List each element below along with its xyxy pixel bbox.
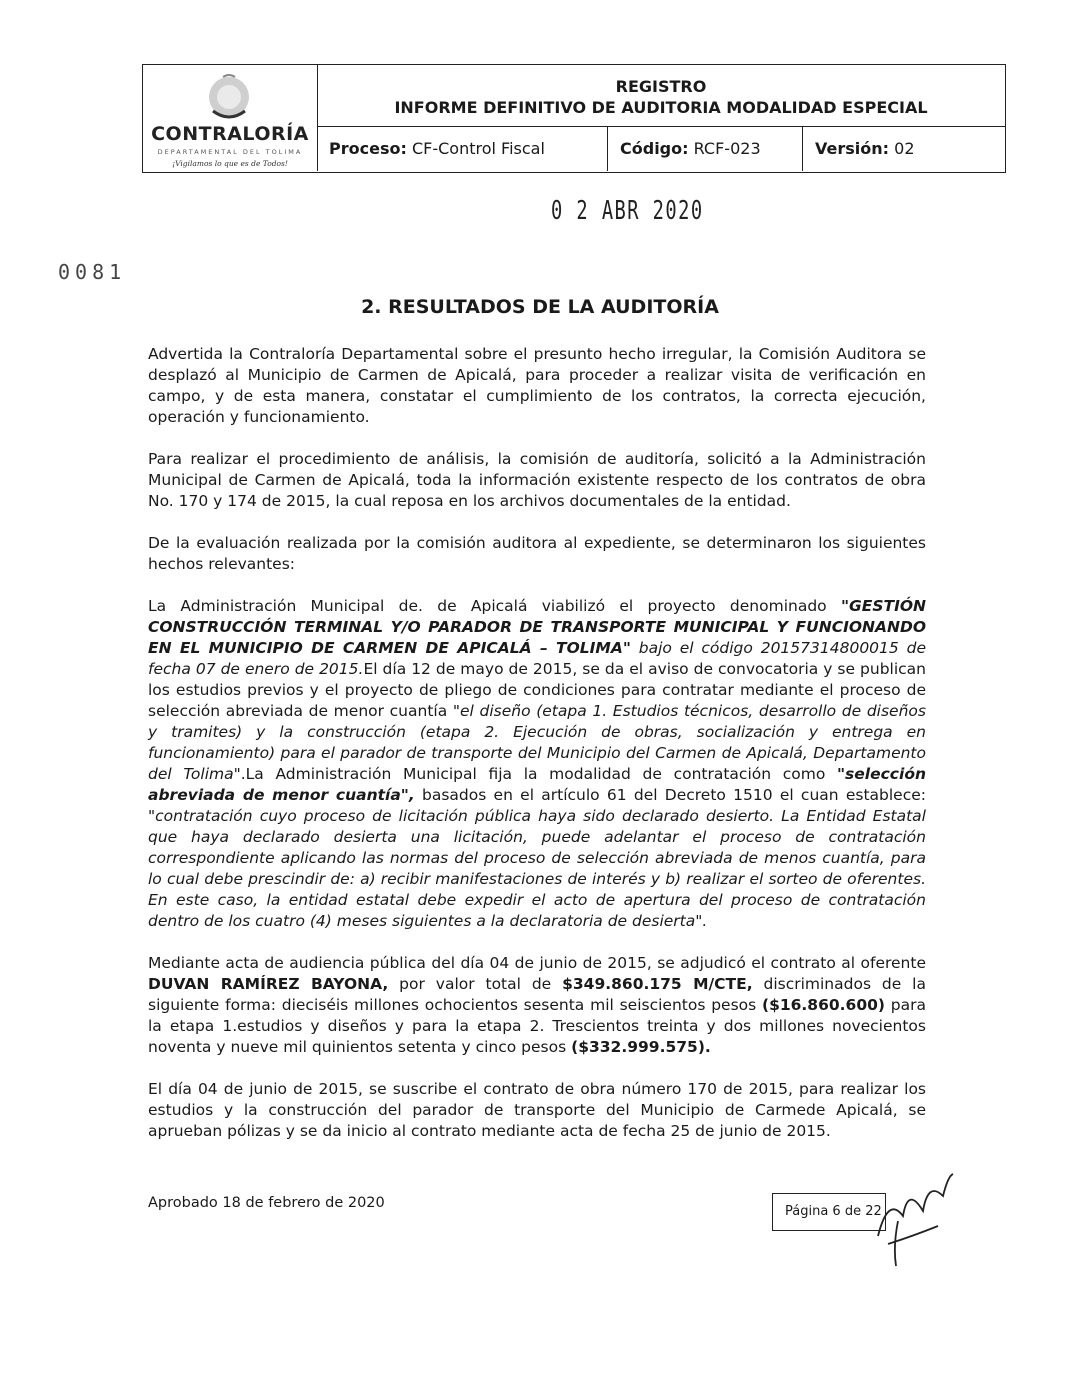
paragraph-4 xyxy=(148,596,926,932)
p4-text-4: El día 12 de mayo de 2015, se da el aviso de convocatoria y se publican los estudios previos y el proyecto de pliego de condiciones para contratar mediante el proceso de selección abreviada de menor cuantía xyxy=(148,660,927,720)
p5-text-5: discriminados de la siguiente forma: dieciséis millones ochocientos sesenta mil seiscientos pesos xyxy=(148,975,926,1014)
folio-stamp: 0081 xyxy=(58,260,127,284)
logo-subtitle: DEPARTAMENTAL DEL TOLIMA xyxy=(157,148,303,156)
stage1-value: ($16.860.600) xyxy=(761,996,885,1014)
p4-text-6: .La Administración Municipal fija la modalidad de contratación como xyxy=(240,765,837,783)
p4-text-3: bajo el código 20157314800015 de fecha 07 de enero de 2015. xyxy=(148,639,926,678)
codigo-label: Código: xyxy=(620,139,689,158)
signature-icon xyxy=(868,1166,958,1276)
p4-quote-1: "el diseño (etapa 1. Estudios técnicos, desarrollo de diseños y tramites) y la construcción (etapa 2. Ejecución de obras, socialización y entrega en funcionamiento) para el parador de transporte del Municipio del Carmen de Apicalá, Departamento del Tolima" xyxy=(148,702,926,783)
proceso-cell xyxy=(317,126,608,171)
total-value: $349.860.175 M/CTE, xyxy=(562,975,753,993)
logo-name: CONTRALORÍA xyxy=(151,123,309,145)
paragraph-2: Para realizar el procedimiento de análisis, la comisión de auditoría, solicitó a la Administración Municipal de Carmen de Apicalá, toda la información existente respecto de los contratos de obra No. 170 y 174 de 2015, la cual reposa en los archivos documentales de la entidad. xyxy=(148,450,926,510)
paragraph-6: El día 04 de junio de 2015, se suscribe el contrato de obra número 170 de 2015, para realizar los estudios y la construcción del parador de transporte del Municipio de Carmede Apicalá, se aprueban pólizas y se da inicio al contrato mediante acta de fecha 25 de junio de 2015. xyxy=(148,1080,926,1140)
p4-quote-2: "contratación cuyo proceso de licitación pública haya sido declarado desierto. La Entidad Estatal que haya declarado desierta una licitación, puede adelantar el proceso de contratación correspondiente aplicando las normas del proceso de selección abreviada de menos cuantía, para lo cual debe prescindir de: a) recibir manifestaciones de interés y b) realizar el sorteo de oferentes. En este caso, la entidad estatal debe expedir el acto de apertura del proceso de contratación dentro de los cuatro (4) meses siguientes a la declaratoria de desierta". xyxy=(148,807,926,930)
logo-cell xyxy=(143,65,318,171)
p5-text-7: para la etapa 1.estudios y diseños y para la etapa 2. Trescientos treinta y dos millones novecientos noventa y nueve mil quinientos setenta y cinco pesos xyxy=(148,996,926,1056)
proceso-label: Proceso: xyxy=(329,139,407,158)
p4-text-1: La Administración Municipal de. de Apicalá viabilizó el proyecto denominado xyxy=(148,597,841,615)
p4-text-8: basados en el artículo 61 del Decreto 1510 el cuan establece: xyxy=(414,786,926,804)
section-title: 2. RESULTADOS DE LA AUDITORÍA xyxy=(361,296,719,318)
date-stamp: 0 2 ABR 2020 xyxy=(551,196,704,226)
version-cell xyxy=(803,126,1007,171)
version-value: 02 xyxy=(894,139,915,158)
p5-text-3: por valor total de xyxy=(388,975,563,993)
page-number: Página 6 de 22 xyxy=(772,1193,886,1231)
header-title xyxy=(317,65,1005,127)
version-label: Versión: xyxy=(815,139,890,158)
stage2-value: ($332.999.575). xyxy=(571,1038,711,1056)
p4-modality: "selección abreviada de menor cuantía", xyxy=(148,765,926,804)
p5-text-1: Mediante acta de audiencia pública del día 04 de junio de 2015, se adjudicó el contrato al oferente xyxy=(148,954,926,972)
contractor-name: DUVAN RAMÍREZ BAYONA, xyxy=(148,975,389,993)
document-header xyxy=(142,64,1006,173)
header-title-line1: REGISTRO xyxy=(615,77,707,96)
paragraph-3: De la evaluación realizada por la comisión auditora al expediente, se determinaron los siguientes hechos relevantes: xyxy=(148,534,926,573)
project-name: "GESTIÓN CONSTRUCCIÓN TERMINAL Y/O PARADOR DE TRANSPORTE MUNICIPAL Y FUNCIONANDO EN EL MUNICIPIO DE CARMEN DE APICALÁ – TOLIMA" xyxy=(148,597,926,657)
paragraph-5 xyxy=(148,953,926,1058)
document-body xyxy=(148,344,926,1163)
header-title-line2: INFORME DEFINITIVO DE AUDITORIA MODALIDAD ESPECIAL xyxy=(394,98,928,117)
logo-slogan: ¡Vigilamos lo que es de Todos! xyxy=(172,159,288,168)
codigo-value: RCF-023 xyxy=(693,139,761,158)
paragraph-1: Advertida la Contraloría Departamental sobre el presunto hecho irregular, la Comisión Auditora se desplazó al Municipio de Carmen de Apicalá, para proceder a realizar visita de verificación en campo, y de esta manera, constatar el cumplimiento de los contratos, la correcta ejecución, operación y funcionamiento. xyxy=(148,345,926,426)
contraloria-logo-icon xyxy=(199,71,259,127)
codigo-cell xyxy=(608,126,803,171)
approval-date: Aprobado 18 de febrero de 2020 xyxy=(148,1195,385,1211)
proceso-value: CF-Control Fiscal xyxy=(411,139,545,158)
